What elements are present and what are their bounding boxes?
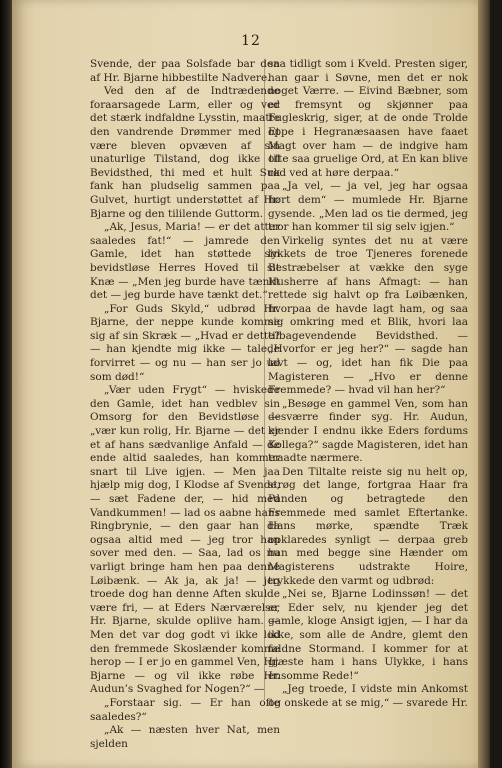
paragraph: Ved den af de Indtrædende foraarsagede Larm, eller og ved det stærk indfaldne Lysstin, maatte den vandrende Drømmer med Et være bleven opvæven af sin unaturlige Tilstand, dog ikke til Bevidsthed, thi med et hult Suk fank han pludselig sammen paa Gulvet, hurtigt understøttet af Hr. Bjarne og den tililende Guttorm.: [90, 85, 280, 220]
paragraph: „Forstaar sig. — Er han ofte saaledes?“: [90, 696, 280, 723]
right-text-column: [268, 58, 468, 711]
paragraph: „Vær uden Frygt“ — hviskede den Gamle, idet han vedblev sin Omsorg for den Bevidstløse — „vær kun rolig, Hr. Bjarne — det er et af hans sædvanlige Anfald — de ende altid saaledes, han kommer snart til Live igjen. — Men jaa hjælp mig dog, I Klodse af Svende, — sæt Fadene der, — hid med Vandkummen! — lad os aabne hans Ringbrynie, — den gaar han da ogsaa altid med — jeg tror han sover med den. — Saa, lad os nu varligt bringe ham hen paa denne Løibænk. — Ak ja, ak ja! — jeg troede dog han denne Aften skulde være fri, — at Eders Nærværelse, Hr. Bjarne, skulde opliive ham. — Men det var dog godt vi ikke lod den fremmede Skoslænder komme herop — I er jo en gammel Ven, Hr. Bjarne — og vil ikke røbe Hr. Audun’s Svaghed for Nogen?“ —: [90, 384, 280, 696]
paragraph: Den Tiltalte reiste sig nu helt op, strøg det lange, fortgraa Haar fra Panden og betragtede den Fremmede med samlet Eftertanke. Hans mørke, spændte Træk opklaredes synligt — derpaa greb han med begge sine Hænder om Magisterens udstrakte Hoire, trykkede den varmt og udbrød:: [268, 465, 468, 587]
paragraph: Virkelig syntes det nu at være lykkets de troe Tjeneres forenede Bestræbelser at vække den syge Husherre af hans Afmagt: — han rettede sig halvt op fra Løibænken, hvorpaa de havde lagt ham, og saa sig omkring med et Blik, hvori laa tilbagevendende Bevidsthed. — „Hvorfor er jeg her?“ — sagde han lavt — og, idet han fik Die paa Magisteren — „Hvo er denne Fremmede? — hvad vil han her?“: [268, 234, 468, 397]
paragraph: Svende, der paa Solsfade bar den af Hr. Bjarne hibbestilte Nadvere.: [90, 58, 280, 84]
paragraph: „Besøge en gammel Ven, som han desværre finder syg. Hr. Audun, kjender I endnu ikke Eders fordums Kollega?“ sagde Magisteren, idet han traadte nærmere.: [268, 397, 468, 465]
paragraph: „Nei se, Bjarne Lodinssøn! — det er Eder selv, nu kjender jeg det gamle, kloge Ansigt igjen, — I har da ikke, som alle de Andre, glemt den faldne Stormand. I kommer for at gjæste ham i hans Ulykke, i hans ensomme Rede!“: [268, 588, 468, 682]
left-text-column: [90, 58, 280, 751]
book-spine: [0, 0, 12, 768]
paragraph: „For Guds Skyld,“ udbrød Hr. Bjarne, der neppe kunde komme sig af sin Skræk — „Hvad er dette? — han kjendte mig ikke — talede forvirret — og nu — han ser jo ud som død!“: [90, 302, 280, 383]
page-number: 12: [241, 33, 261, 49]
column-divider: [264, 60, 265, 700]
page-edge: [478, 0, 490, 768]
paragraph: „Ak, Jesus, Maria! — er det atter saaledes fat!“ — jamrede den Gamle, idet han støttede sin bevidstløse Herres Hoved til sit Knæ — „Men jeg burde have tænkt det — jeg burde have tænkt det.“: [90, 221, 280, 302]
paragraph: „Ak — næsten hver Nat, men sjelden: [90, 724, 280, 750]
paragraph: „Ja vel, — ja vel, jeg har ogsaa hørt dem“ — mumlede Hr. Bjarne gysende. „Men lad os tie dermed, jeg tror han kommer til sig selv igjen.“: [268, 180, 468, 234]
book-page: [12, 0, 490, 768]
paragraph: „Jeg troede, I vidste min Ankomst og onskede at se mig,“ — svarede Hr.: [268, 683, 468, 709]
paragraph: saa tidligt som i Kveld. Presten siger, han gaar i Søvne, men det er nok noget Værre. — Eivind Bæbner, som er fremsynt og skjønner paa Fugleskrig, siger, at de onde Trolde oppe i Hegranæsaasen have faaet Magt over ham — de indgive ham ofte saa gruelige Ord, at En kan blive rød ved at høre derpaa.“: [268, 58, 468, 179]
